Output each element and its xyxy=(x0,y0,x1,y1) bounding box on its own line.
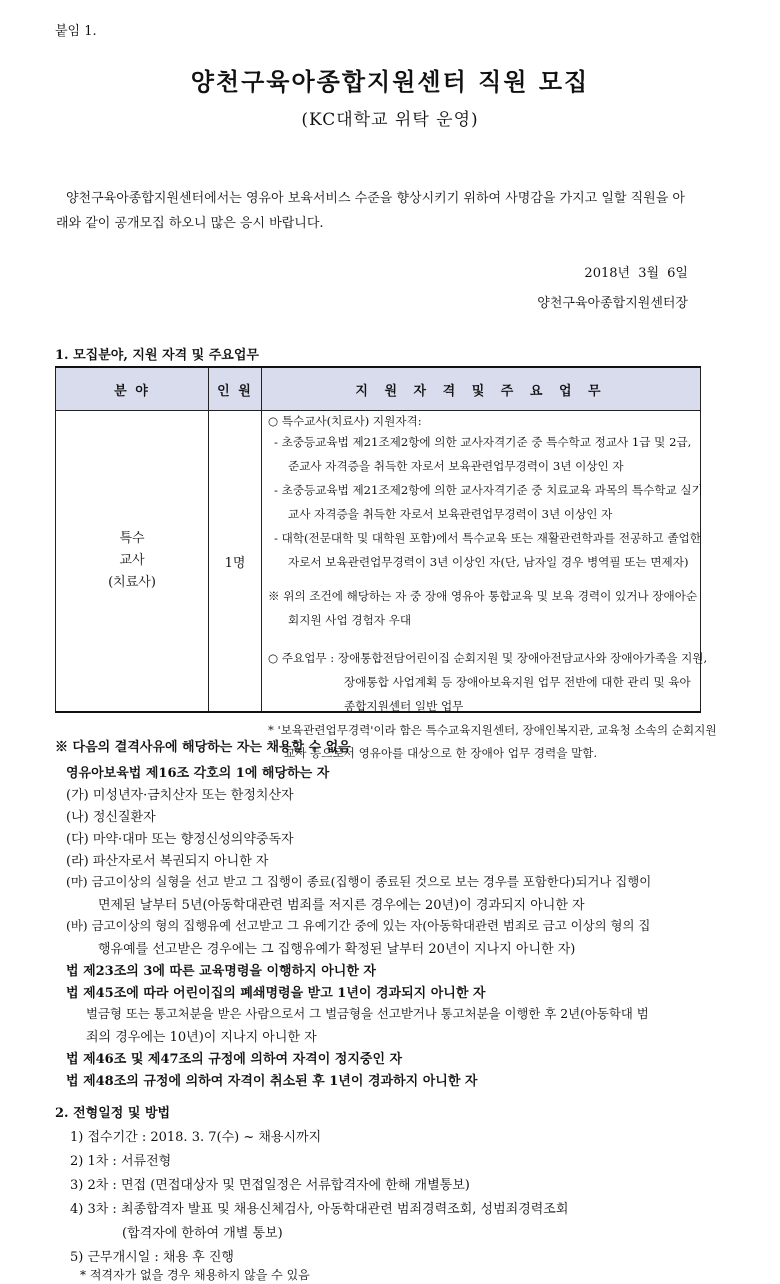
detail-cell xyxy=(262,411,717,760)
detail-line: 회지원 사업 경험자 우대 xyxy=(288,613,412,627)
detail-line: ○ 주요업무 : 장애통합전담어린이집 순회지원 및 장애아전담교사와 장애아가족을 지원, xyxy=(268,651,708,665)
detail-line: 교사 자격증을 취득한 자로서 보육관련업무경력이 3년 이상인 자 xyxy=(288,507,613,521)
header-field: 분 야 xyxy=(56,367,209,411)
section1-heading: 1. 모집분야, 지원 자격 및 주요업무 xyxy=(55,348,259,363)
disqualification-line: (가) 미성년자·금치산자 또는 한정치산자 xyxy=(66,788,294,803)
disqualification-line: 법 제48조의 규정에 의하여 자격이 취소된 후 1년이 경과하지 아니한 자 xyxy=(66,1074,478,1089)
disqualification-line: 벌금형 또는 통고처분을 받은 사람으로서 그 벌금형을 선고받거나 통고처분을 이행한 후 2년(아동학대 범 xyxy=(86,1006,649,1021)
header-task: 지 원 자 격 및 주 요 업 무 xyxy=(262,367,701,411)
detail-line: * '보육관련업무경력'이라 함은 특수교육지원센터, 장애인복지관, 교육청 소속의 순회지원 xyxy=(268,723,717,737)
schedule-line: 1) 접수기간 : 2018. 3. 7(수) ~ 채용시까지 xyxy=(70,1130,322,1145)
detail-line: ○ 특수교사(치료사) 지원자격: xyxy=(268,414,422,428)
notice-issuer: 양천구육아종합지원센터장 xyxy=(537,296,688,311)
disqualification-line: (나) 정신질환자 xyxy=(66,810,156,825)
field-line: 교사 xyxy=(119,553,145,568)
disqualification-line: 면제된 날부터 5년(아동학대관련 범죄를 저지른 경우에는 20년)이 경과되지 아니한 자 xyxy=(98,898,585,913)
page-title: 양천구육아종합지원센터 직원 모집 xyxy=(190,67,590,96)
count-cell: 1명 xyxy=(209,411,262,713)
disqualification-line: 법 제46조 및 제47조의 규정에 의하여 자격이 정지중인 자 xyxy=(66,1052,403,1067)
header-count: 인 원 xyxy=(209,367,262,411)
schedule-note: * 적격자가 없을 경우 채용하지 않을 수 있음 xyxy=(80,1268,310,1282)
field-cell xyxy=(56,411,209,713)
disqualification-line: (마) 금고이상의 실형을 선고 받고 그 집행이 종료(집행이 종료된 것으로 보는 경우를 포함한다)되거나 집행이 xyxy=(66,874,652,889)
attachment-label: 붙임 1. xyxy=(55,24,97,39)
schedule-line: 2) 1차 : 서류전형 xyxy=(70,1154,172,1169)
disqualification-line: 영유아보육법 제16조 각호의 1에 해당하는 자 xyxy=(66,766,330,781)
intro-paragraph: 양천구육아종합지원센터에서는 영유아 보육서비스 수준을 향상시키기 위하여 사명감을 가지고 일할 직원을 아래와 같이 공개모집 하오니 많은 응시 바랍니다. xyxy=(56,191,685,231)
detail-line: 준교사 자격증을 취득한 자로서 보육관련업무경력이 3년 이상인 자 xyxy=(288,459,624,473)
schedule-line: 3) 2차 : 면접 (면접대상자 및 면접일정은 서류합격자에 한해 개별통보) xyxy=(70,1178,470,1193)
table-row xyxy=(56,411,701,713)
detail-line: 자로서 보육관련업무경력이 3년 이상인 자(단, 남자일 경우 병역필 또는 면제자) xyxy=(288,555,689,569)
detail-line: 장애통합 사업계획 등 장애아보육지원 업무 전반에 대한 관리 및 육아 xyxy=(344,675,691,689)
field-line: (치료사) xyxy=(108,575,156,590)
section2-heading: 2. 전형일정 및 방법 xyxy=(55,1106,171,1121)
disqualification-line: (바) 금고이상의 형의 집행유예 선고받고 그 유예기간 중에 있는 자(아동학대관련 범죄로 금고 이상의 형의 집 xyxy=(66,918,651,933)
detail-line: 종합지원센터 일반 업무 xyxy=(344,699,464,713)
table-header-row xyxy=(56,367,701,411)
disqualification-line: (라) 파산자로서 복권되지 아니한 자 xyxy=(66,854,269,869)
detail-line: - 초중등교육법 제21조제2항에 의한 교사자격기준 중 치료교육 과목의 특수학교 실기 xyxy=(274,483,703,497)
page-subtitle: (KC대학교 위탁 운영) xyxy=(301,110,479,130)
schedule-line: (합격자에 한하여 개별 통보) xyxy=(122,1226,283,1241)
schedule-line: 5) 근무개시일 : 채용 후 진행 xyxy=(70,1250,234,1265)
disqualification-line: 법 제45조에 따라 어린이집의 폐쇄명령을 받고 1년이 경과되지 아니한 자 xyxy=(66,986,486,1001)
detail-line: - 초중등교육법 제21조제2항에 의한 교사자격기준 중 특수학교 정교사 1급 및 2급, xyxy=(274,435,692,449)
schedule-line: 4) 3차 : 최종합격자 발표 및 채용신체검사, 아동학대관련 범죄경력조회, 성범죄경력조회 xyxy=(70,1202,569,1217)
disqualification-line: 죄의 경우에는 10년)이 지나지 아니한 자 xyxy=(86,1030,317,1045)
detail-line: 교사 등으로서 영유아를 대상으로 한 장애아 업무 경력을 말함. xyxy=(284,746,598,760)
detail-line: ※ 위의 조건에 해당하는 자 중 장애 영유아 통합교육 및 보육 경력이 있거나 장애아순 xyxy=(268,589,698,603)
disqualification-heading: ※ 다음의 결격사유에 해당하는 자는 채용할 수 없음 xyxy=(55,740,351,755)
detail-line: - 대학(전문대학 및 대학원 포함)에서 특수교육 또는 재활관련학과를 전공하고 졸업한 xyxy=(274,531,701,545)
disqualification-line: 법 제23조의 3에 따른 교육명령을 이행하지 아니한 자 xyxy=(66,964,376,979)
disqualification-line: 행유예를 선고받은 경우에는 그 집행유예가 확정된 날부터 20년이 지나지 아니한 자) xyxy=(98,942,576,957)
notice-date: 2018년 3월 6일 xyxy=(584,266,688,281)
disqualification-line: (다) 마약·대마 또는 향정신성의약중독자 xyxy=(66,832,294,847)
field-line: 특수 xyxy=(119,531,145,546)
